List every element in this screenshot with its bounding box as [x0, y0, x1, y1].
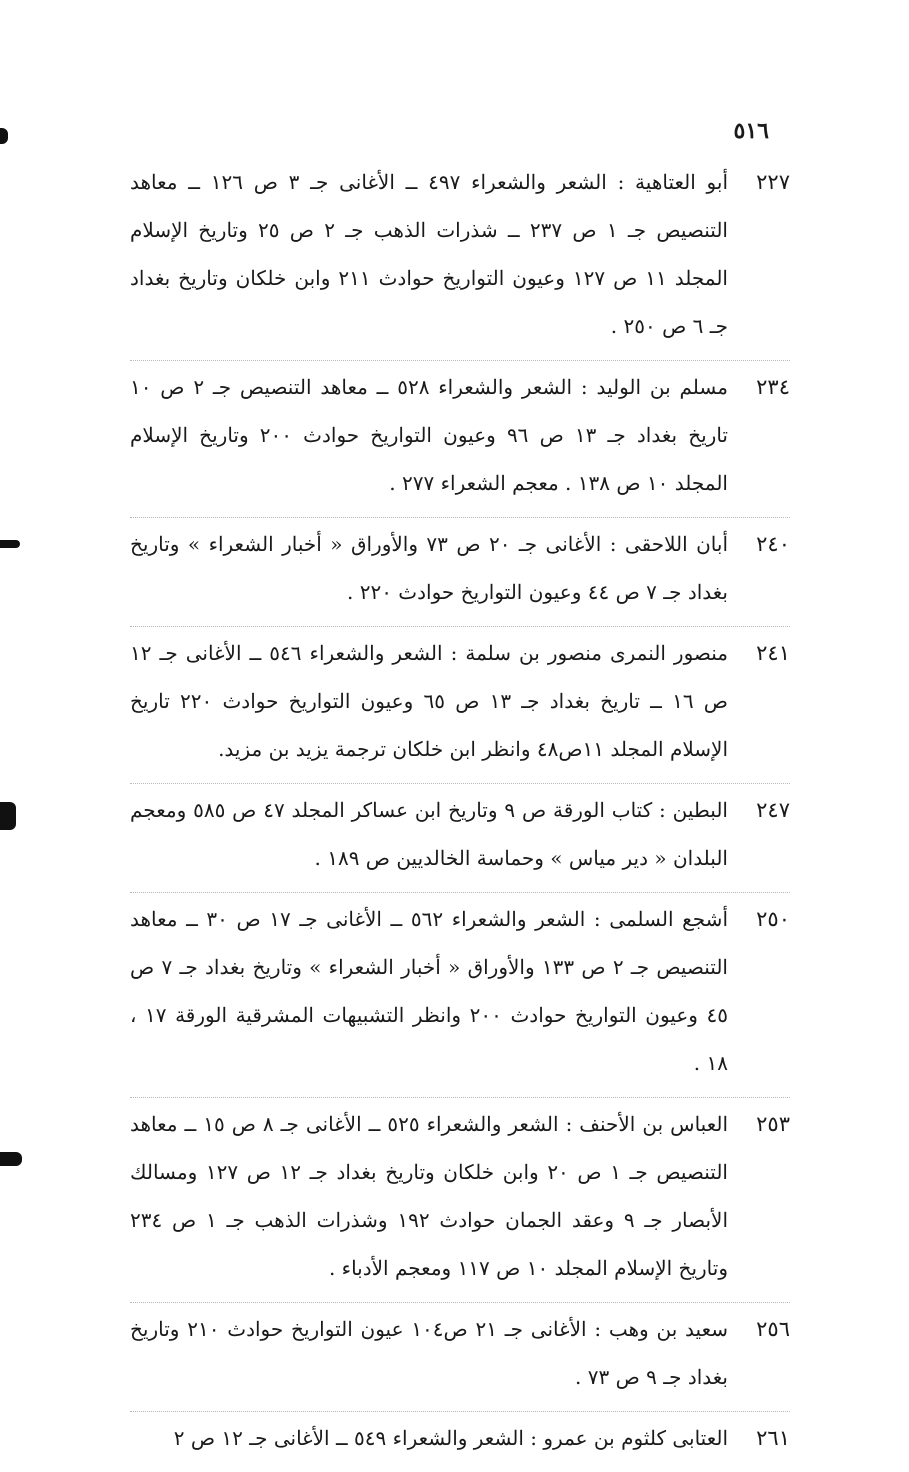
entry-text: أشجع السلمى : الشعر والشعراء ٥٦٢ ــ الأغانى جـ ١٧ ص ٣٠ ــ معاهد التنصيص جـ ٢ ص ١٣٣ والأوراق « أخبار الشعراء » وتاريخ بغداد جـ ٧ ص ٤٥ وعيون التواريخ حوادث ٢٠٠ وانظر التشبيهات المشرقية الورقة ١٧ ، ١٨ .: [130, 907, 729, 1075]
entry-text: أبو العتاهية : الشعر والشعراء ٤٩٧ ــ الأغانى جـ ٣ ص ١٢٦ ــ معاهد التنصيص جـ ١ ص ٢٣٧ ــ شذرات الذهب جـ ٢ ص ٢٥ وتاريخ الإسلام المجلد ١١ ص ١٢٧ وعيون التواريخ حوادث ٢١١ وابن خلكان وتاريخ بغداد جـ ٦ ص ٢٥٠ .: [130, 170, 728, 338]
entry-number: ٢٥٠: [756, 907, 790, 931]
scan-edge-mark: [0, 802, 16, 830]
reference-list: [130, 158, 790, 1472]
entry-number: ٢٥٣: [756, 1112, 790, 1136]
list-item: [130, 158, 790, 350]
page-number: ٥١٦: [733, 118, 769, 144]
entry-text: منصور النمرى منصور بن سلمة : الشعر والشعراء ٥٤٦ ــ الأغانى جـ ١٢ ص ١٦ ــ تاريخ بغداد جـ ١٣ ص ٦٥ وعيون التواريخ حوادث ٢٢٠ تاريخ الإسلام المجلد ١١ص٤٨ وانظر ابن خلكان ترجمة يزيد بن مزيد.: [130, 641, 729, 761]
entry-text: البطين : كتاب الورقة ص ٩ وتاريخ ابن عساكر المجلد ٤٧ ص ٥٨٥ ومعجم البلدان « دير مياس » وحماسة الخالديين ص ١٨٩ .: [130, 798, 728, 870]
entry-number: ٢٢٧: [756, 170, 790, 194]
entry-number: ٢٣٤: [756, 375, 790, 399]
entry-number: ٢٤٠: [756, 532, 790, 556]
entry-text: العباس بن الأحنف : الشعر والشعراء ٥٢٥ ــ الأغانى جـ ٨ ص ١٥ ــ معاهد التنصيص جـ ١ ص ٢٠ وابن خلكان وتاريخ بغداد جـ ١٢ ص ١٢٧ ومسالك الأبصار جـ ٩ وعقد الجمان حوادث ١٩٢ وشذرات الذهب جـ ١ ص ٢٣٤ وتاريخ الإسلام المجلد ١٠ ص ١١٧ ومعجم الأدباء .: [130, 1112, 729, 1280]
entry-text: أبان اللاحقى : الأغانى جـ ٢٠ ص ٧٣ والأوراق « أخبار الشعراء » وتاريخ بغداد جـ ٧ ص ٤٤ وعيون التواريخ حوادث ٢٢٠ .: [130, 532, 728, 604]
list-item: [130, 360, 790, 507]
list-item: [130, 517, 790, 616]
scan-edge-mark: [0, 1152, 22, 1166]
list-item: [130, 783, 790, 882]
entry-number: ٢٤٧: [756, 798, 790, 822]
entry-number: ٢٤١: [756, 641, 790, 665]
list-item: [130, 1411, 790, 1462]
list-item: [130, 1097, 790, 1292]
entry-number: ٢٦١: [756, 1426, 790, 1450]
scan-edge-mark: [0, 540, 20, 548]
entry-text: مسلم بن الوليد : الشعر والشعراء ٥٢٨ ــ معاهد التنصيص جـ ٢ ص ١٠ تاريخ بغداد جـ ١٣ ص ٩٦ وعيون التواريخ حوادث ٢٠٠ وتاريخ الإسلام المجلد ١٠ ص ١٣٨ . معجم الشعراء ٢٧٧ .: [130, 375, 728, 495]
entry-text: سعيد بن وهب : الأغانى جـ ٢١ ص١٠٤ عيون التواريخ حوادث ٢١٠ وتاريخ بغداد جـ ٩ ص ٧٣ .: [130, 1317, 728, 1389]
list-item: [130, 626, 790, 773]
list-item: [130, 892, 790, 1087]
entry-text: العتابى كلثوم بن عمرو : الشعر والشعراء ٥٤٩ ــ الأغانى جـ ١٢ ص ٢: [173, 1426, 728, 1450]
scan-edge-mark: [0, 128, 8, 144]
entry-number: ٢٥٦: [756, 1317, 790, 1341]
